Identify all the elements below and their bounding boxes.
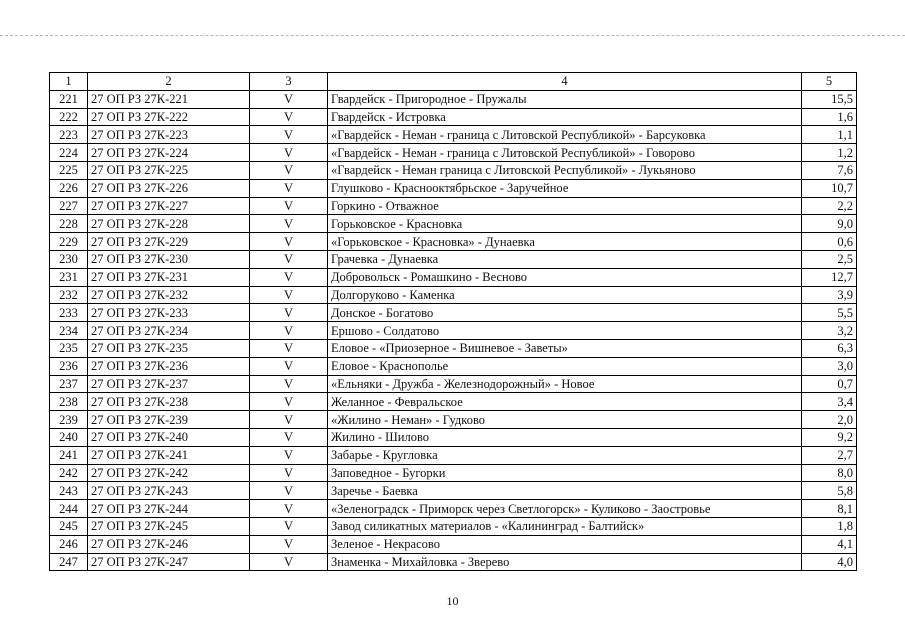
road-code-cell: 27 ОП РЗ 27К-235 [88,339,250,357]
road-name-cell: «Ельняки - Дружба - Железнодорожный» - Новое [328,375,802,393]
column-header-length: 5 [802,73,857,91]
road-name-cell: Ершово - Солдатово [328,322,802,340]
road-code-cell: 27 ОП РЗ 27К-236 [88,357,250,375]
road-name-cell: Грачевка - Дунаевка [328,250,802,268]
row-number-cell: 244 [50,500,88,518]
category-cell: V [250,322,328,340]
road-code-cell: 27 ОП РЗ 27К-223 [88,126,250,144]
road-name-cell: «Горьковское - Красновка» - Дунаевка [328,233,802,251]
row-number-cell: 235 [50,339,88,357]
road-code-cell: 27 ОП РЗ 27К-224 [88,144,250,162]
category-cell: V [250,179,328,197]
road-code-cell: 27 ОП РЗ 27К-226 [88,179,250,197]
category-cell: V [250,535,328,553]
column-header-code: 2 [88,73,250,91]
road-code-cell: 27 ОП РЗ 27К-240 [88,428,250,446]
road-name-cell: Гвардейск - Истровка [328,108,802,126]
road-name-cell: Знаменка - Михайловка - Зверево [328,553,802,571]
road-code-cell: 27 ОП РЗ 27К-245 [88,517,250,535]
road-name-cell: Глушково - Краснооктябрьское - Заручейное [328,179,802,197]
table-row [50,411,857,429]
column-header-number: 1 [50,73,88,91]
category-cell: V [250,517,328,535]
table-row [50,126,857,144]
table-row [50,179,857,197]
length-cell: 6,3 [802,339,857,357]
length-cell: 15,5 [802,90,857,108]
row-number-cell: 226 [50,179,88,197]
length-cell: 2,5 [802,250,857,268]
table-row [50,215,857,233]
length-cell: 2,0 [802,411,857,429]
road-code-cell: 27 ОП РЗ 27К-247 [88,553,250,571]
table-row [50,250,857,268]
road-code-cell: 27 ОП РЗ 27К-244 [88,500,250,518]
length-cell: 3,2 [802,322,857,340]
category-cell: V [250,482,328,500]
row-number-cell: 236 [50,357,88,375]
road-name-cell: Еловое - «Приозерное - Вишневое - Заветы» [328,339,802,357]
category-cell: V [250,233,328,251]
category-cell: V [250,304,328,322]
row-number-cell: 245 [50,517,88,535]
road-code-cell: 27 ОП РЗ 27К-227 [88,197,250,215]
row-number-cell: 225 [50,161,88,179]
road-code-cell: 27 ОП РЗ 27К-233 [88,304,250,322]
row-number-cell: 227 [50,197,88,215]
row-number-cell: 223 [50,126,88,144]
category-cell: V [250,161,328,179]
table-row [50,500,857,518]
length-cell: 5,8 [802,482,857,500]
road-code-cell: 27 ОП РЗ 27К-229 [88,233,250,251]
table-row [50,375,857,393]
table-row [50,339,857,357]
table-row [50,144,857,162]
length-cell: 9,2 [802,428,857,446]
road-name-cell: Донское - Богатово [328,304,802,322]
row-number-cell: 239 [50,411,88,429]
road-code-cell: 27 ОП РЗ 27К-230 [88,250,250,268]
road-name-cell: Завод силикатных материалов - «Калининград - Балтийск» [328,517,802,535]
length-cell: 5,5 [802,304,857,322]
category-cell: V [250,108,328,126]
length-cell: 4,0 [802,553,857,571]
length-cell: 0,7 [802,375,857,393]
road-name-cell: Зеленое - Некрасово [328,535,802,553]
category-cell: V [250,250,328,268]
length-cell: 2,2 [802,197,857,215]
road-name-cell: Заречье - Баевка [328,482,802,500]
row-number-cell: 243 [50,482,88,500]
table-row [50,464,857,482]
table-body [50,90,857,571]
road-name-cell: Еловое - Краснополье [328,357,802,375]
row-number-cell: 232 [50,286,88,304]
row-number-cell: 238 [50,393,88,411]
length-cell: 8,0 [802,464,857,482]
road-name-cell: Горьковское - Красновка [328,215,802,233]
road-name-cell: Горкино - Отважное [328,197,802,215]
table-row [50,304,857,322]
table-row [50,482,857,500]
length-cell: 9,0 [802,215,857,233]
road-code-cell: 27 ОП РЗ 27К-221 [88,90,250,108]
row-number-cell: 240 [50,428,88,446]
row-number-cell: 233 [50,304,88,322]
table-row [50,197,857,215]
row-number-cell: 228 [50,215,88,233]
road-code-cell: 27 ОП РЗ 27К-234 [88,322,250,340]
table-row [50,446,857,464]
road-code-cell: 27 ОП РЗ 27К-242 [88,464,250,482]
road-name-cell: Заповедное - Бугорки [328,464,802,482]
category-cell: V [250,90,328,108]
roads-table [49,72,857,571]
road-name-cell: «Гвардейск - Неман - граница с Литовской Республикой» - Барсуковка [328,126,802,144]
table-header-row [50,73,857,91]
category-cell: V [250,144,328,162]
table-row [50,322,857,340]
category-cell: V [250,375,328,393]
category-cell: V [250,446,328,464]
table-row [50,357,857,375]
length-cell: 2,7 [802,446,857,464]
page-number: 10 [446,594,459,608]
table-row [50,268,857,286]
table-row [50,286,857,304]
row-number-cell: 247 [50,553,88,571]
category-cell: V [250,411,328,429]
row-number-cell: 222 [50,108,88,126]
road-name-cell: Забарье - Кругловка [328,446,802,464]
road-code-cell: 27 ОП РЗ 27К-239 [88,411,250,429]
row-number-cell: 237 [50,375,88,393]
table-row [50,233,857,251]
road-name-cell: Гвардейск - Пригородное - Пружалы [328,90,802,108]
row-number-cell: 230 [50,250,88,268]
road-code-cell: 27 ОП РЗ 27К-246 [88,535,250,553]
row-number-cell: 231 [50,268,88,286]
length-cell: 10,7 [802,179,857,197]
length-cell: 0,6 [802,233,857,251]
road-code-cell: 27 ОП РЗ 27К-238 [88,393,250,411]
table-row [50,161,857,179]
column-header-name: 4 [328,73,802,91]
road-code-cell: 27 ОП РЗ 27К-222 [88,108,250,126]
length-cell: 1,1 [802,126,857,144]
length-cell: 3,4 [802,393,857,411]
table-row [50,90,857,108]
column-header-category: 3 [250,73,328,91]
category-cell: V [250,126,328,144]
table-row [50,553,857,571]
length-cell: 12,7 [802,268,857,286]
table-row [50,393,857,411]
length-cell: 1,2 [802,144,857,162]
length-cell: 3,9 [802,286,857,304]
table-row [50,428,857,446]
category-cell: V [250,393,328,411]
category-cell: V [250,357,328,375]
category-cell: V [250,553,328,571]
road-code-cell: 27 ОП РЗ 27К-225 [88,161,250,179]
road-code-cell: 27 ОП РЗ 27К-231 [88,268,250,286]
road-name-cell: Жилино - Шилово [328,428,802,446]
category-cell: V [250,339,328,357]
road-code-cell: 27 ОП РЗ 27К-241 [88,446,250,464]
category-cell: V [250,197,328,215]
table-row [50,517,857,535]
category-cell: V [250,428,328,446]
road-name-cell: «Жилино - Неман» - Гудково [328,411,802,429]
row-number-cell: 246 [50,535,88,553]
road-name-cell: «Зеленоградск - Приморск через Светлогорск» - Куликово - Заостровье [328,500,802,518]
length-cell: 1,6 [802,108,857,126]
road-code-cell: 27 ОП РЗ 27К-228 [88,215,250,233]
row-number-cell: 229 [50,233,88,251]
row-number-cell: 242 [50,464,88,482]
length-cell: 8,1 [802,500,857,518]
road-name-cell: «Гвардейск - Неман - граница с Литовской Республикой» - Говорово [328,144,802,162]
length-cell: 1,8 [802,517,857,535]
category-cell: V [250,500,328,518]
road-name-cell: Долгоруково - Каменка [328,286,802,304]
row-number-cell: 224 [50,144,88,162]
row-number-cell: 234 [50,322,88,340]
category-cell: V [250,464,328,482]
road-name-cell: Желанное - Февральское [328,393,802,411]
category-cell: V [250,268,328,286]
row-number-cell: 241 [50,446,88,464]
category-cell: V [250,215,328,233]
road-code-cell: 27 ОП РЗ 27К-232 [88,286,250,304]
table-row [50,108,857,126]
road-name-cell: Добровольск - Ромашкино - Весново [328,268,802,286]
length-cell: 4,1 [802,535,857,553]
table-row [50,535,857,553]
scan-artifact-line [0,35,905,36]
road-code-cell: 27 ОП РЗ 27К-243 [88,482,250,500]
road-code-cell: 27 ОП РЗ 27К-237 [88,375,250,393]
length-cell: 3,0 [802,357,857,375]
road-name-cell: «Гвардейск - Неман граница с Литовской Республикой» - Лукьяново [328,161,802,179]
length-cell: 7,6 [802,161,857,179]
row-number-cell: 221 [50,90,88,108]
category-cell: V [250,286,328,304]
